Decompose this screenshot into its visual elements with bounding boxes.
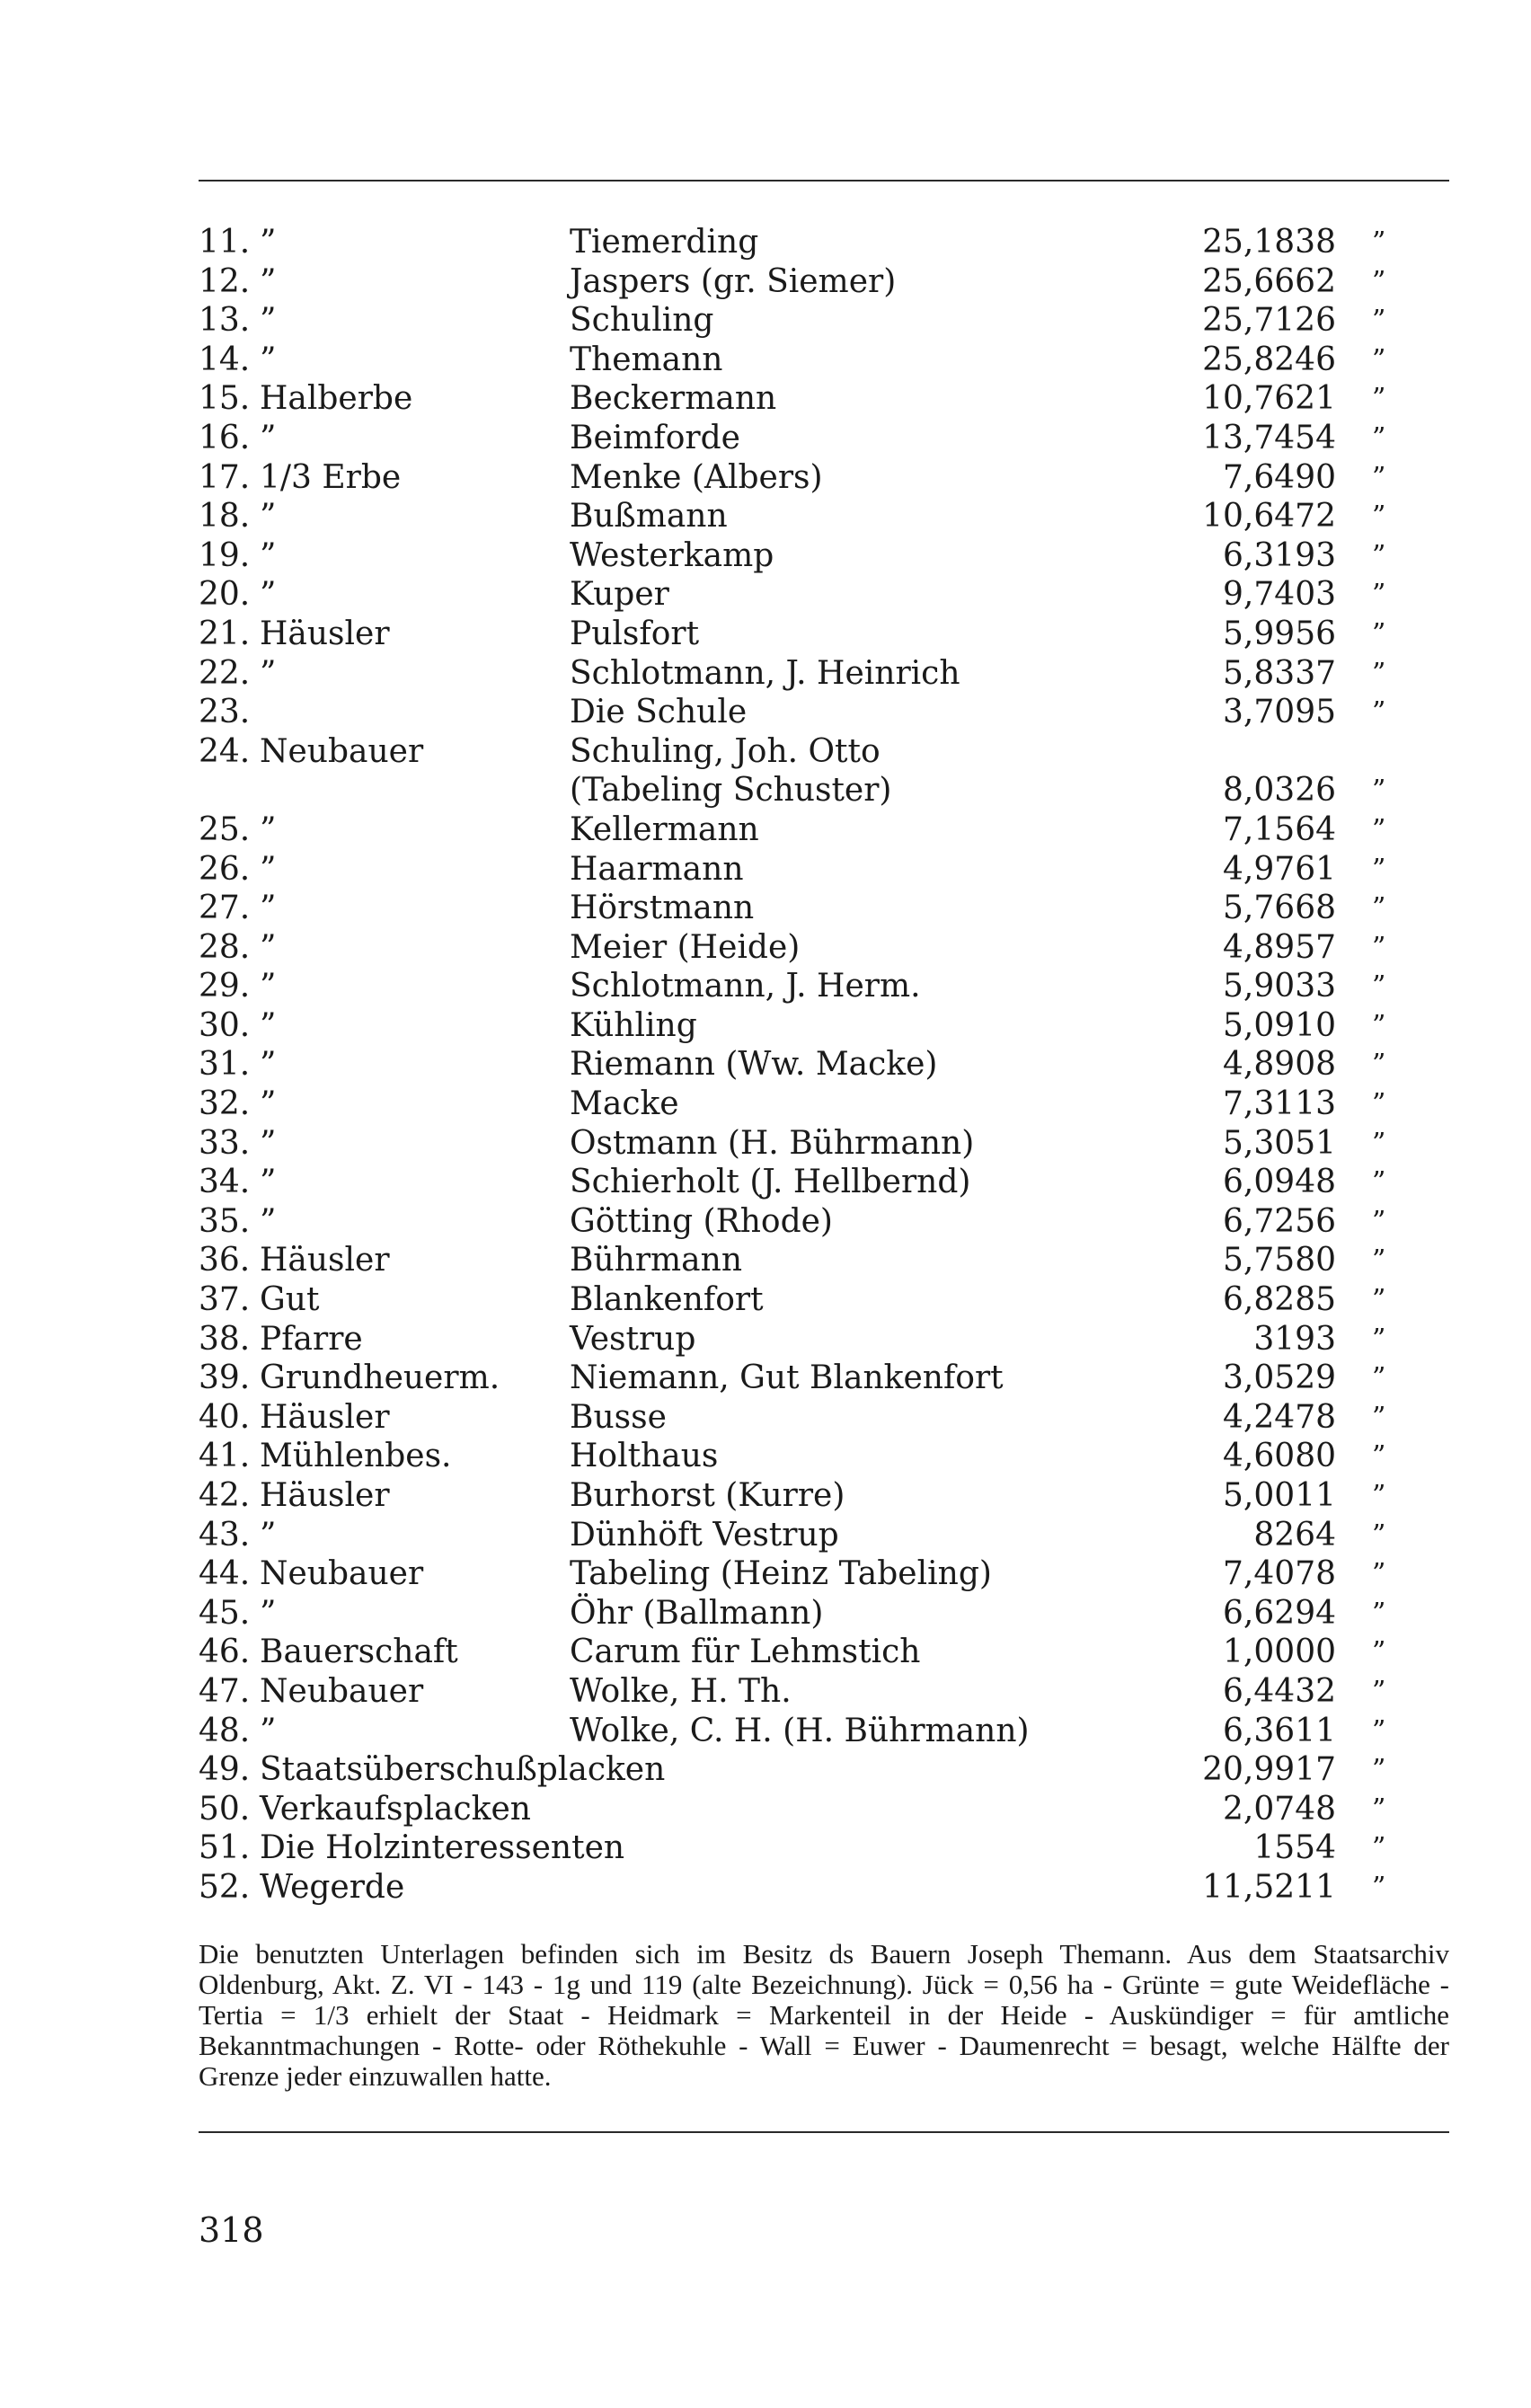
row-number: 23. <box>199 694 251 731</box>
row-number: 52. <box>199 1868 251 1906</box>
row-unit-mark: ” <box>1372 1871 1386 1903</box>
table-row <box>199 575 1449 615</box>
row-value: 1,0000 <box>1223 1633 1336 1671</box>
row-value: 25,6662 <box>1202 262 1336 300</box>
row-number: 14. <box>199 341 251 378</box>
row-category: Mühlenbes. <box>260 1438 452 1475</box>
row-category: ” <box>260 1046 277 1084</box>
row-name: Hörstmann <box>570 890 755 927</box>
row-unit-mark: ” <box>1372 383 1386 415</box>
row-value: 6,0948 <box>1223 1164 1336 1201</box>
row-number: 28. <box>199 928 251 966</box>
row-name: Wolke, H. Th. <box>570 1672 792 1710</box>
row-value: 7,6490 <box>1223 458 1336 496</box>
row-number: 35. <box>199 1202 251 1240</box>
row-number: 27. <box>199 890 251 927</box>
page-number: 318 <box>199 2210 264 2250</box>
row-name: Vestrup <box>570 1320 696 1358</box>
row-category: Wegerde <box>260 1868 405 1906</box>
row-name: Beimforde <box>570 419 740 456</box>
table-row <box>199 1594 1449 1633</box>
row-number: 21. <box>199 615 251 652</box>
row-category: ” <box>260 1594 277 1632</box>
row-unit-mark: ” <box>1372 1714 1386 1747</box>
table-row <box>199 928 1449 968</box>
row-number: 42. <box>199 1477 251 1514</box>
row-unit-mark: ” <box>1372 1636 1386 1669</box>
row-category: ” <box>260 1006 277 1044</box>
holdings-table <box>199 223 1449 1908</box>
table-row <box>199 850 1449 890</box>
row-name: Schlotmann, J. Herm. <box>570 968 921 1005</box>
row-number: 17. <box>199 458 251 496</box>
row-number: 36. <box>199 1242 251 1279</box>
row-value: 8,0326 <box>1223 772 1336 810</box>
row-name: Wolke, C. H. (H. Bührmann) <box>570 1712 1030 1749</box>
table-row <box>199 693 1449 732</box>
row-value: 25,1838 <box>1202 224 1336 261</box>
row-category: ” <box>260 262 277 300</box>
table-row <box>199 1633 1449 1672</box>
table-row <box>199 341 1449 380</box>
table-row <box>199 419 1449 458</box>
row-number: 45. <box>199 1594 251 1632</box>
row-unit-mark: ” <box>1372 1323 1386 1355</box>
row-category: ” <box>260 1124 277 1162</box>
row-category: ” <box>260 968 277 1005</box>
row-unit-mark: ” <box>1372 1793 1386 1825</box>
row-name: Kellermann <box>570 810 759 848</box>
row-unit-mark: ” <box>1372 931 1386 963</box>
row-value: 8264 <box>1253 1516 1336 1554</box>
row-value: 7,1564 <box>1223 810 1336 848</box>
row-value: 5,7580 <box>1223 1242 1336 1279</box>
row-category: ” <box>260 1164 277 1201</box>
row-unit-mark: ” <box>1372 1597 1386 1629</box>
row-unit-mark: ” <box>1372 1166 1386 1199</box>
table-row <box>199 889 1449 928</box>
row-category: Neubauer <box>260 1555 424 1593</box>
row-name: Bußmann <box>570 498 728 536</box>
row-value: 7,4078 <box>1223 1555 1336 1593</box>
row-category: ” <box>260 224 277 261</box>
row-name: Meier (Heide) <box>570 928 801 966</box>
row-unit-mark: ” <box>1372 1518 1386 1551</box>
row-category: Häusler <box>260 1242 390 1279</box>
row-unit-mark: ” <box>1372 1754 1386 1786</box>
table-row <box>199 458 1449 498</box>
row-unit-mark: ” <box>1372 1362 1386 1394</box>
table-row <box>199 1084 1449 1124</box>
table-row <box>199 1750 1449 1790</box>
row-unit-mark: ” <box>1372 1480 1386 1511</box>
row-number: 32. <box>199 1085 251 1123</box>
row-number: 41. <box>199 1438 251 1475</box>
table-row <box>199 1476 1449 1516</box>
row-number: 11. <box>199 224 251 261</box>
table-row <box>199 810 1449 850</box>
row-unit-mark: ” <box>1372 1127 1386 1159</box>
row-number: 16. <box>199 419 251 456</box>
row-name: Westerkamp <box>570 536 774 574</box>
row-value: 6,6294 <box>1223 1594 1336 1632</box>
row-name: Die Schule <box>570 694 748 731</box>
row-name: Jaspers (gr. Siemer) <box>570 262 897 300</box>
row-name: Burhorst (Kurre) <box>570 1477 845 1514</box>
table-row <box>199 1437 1449 1476</box>
top-rule <box>199 180 1449 181</box>
row-unit-mark: ” <box>1372 421 1386 454</box>
row-unit-mark: ” <box>1372 696 1386 729</box>
row-value: 5,8337 <box>1223 654 1336 692</box>
row-number: 51. <box>199 1829 251 1867</box>
table-row <box>199 1163 1449 1202</box>
row-value: 5,0910 <box>1223 1006 1336 1044</box>
table-row <box>199 1241 1449 1280</box>
row-name: Schuling <box>570 302 714 340</box>
row-unit-mark: ” <box>1372 1284 1386 1316</box>
table-row <box>199 732 1449 772</box>
row-category: ” <box>260 419 277 456</box>
row-number: 46. <box>199 1633 251 1671</box>
row-unit-mark: ” <box>1372 1558 1386 1590</box>
table-row <box>199 1320 1449 1359</box>
row-value: 6,8285 <box>1223 1281 1336 1319</box>
row-name: Niemann, Gut Blankenfort <box>570 1359 1004 1397</box>
table-row <box>199 771 1449 810</box>
row-category: ” <box>260 654 277 692</box>
row-unit-mark: ” <box>1372 1244 1386 1277</box>
row-category: Pfarre <box>260 1320 363 1358</box>
row-category: 1/3 Erbe <box>260 458 402 496</box>
row-category: ” <box>260 1202 277 1240</box>
row-name: Riemann (Ww. Macke) <box>570 1046 938 1084</box>
row-value: 3,7095 <box>1223 694 1336 731</box>
row-number: 43. <box>199 1516 251 1554</box>
row-number: 18. <box>199 498 251 536</box>
table-row <box>199 1790 1449 1829</box>
row-number: 22. <box>199 654 251 692</box>
row-category: Die Holzinteressenten <box>260 1829 625 1867</box>
row-number: 30. <box>199 1006 251 1044</box>
row-number: 20. <box>199 576 251 614</box>
row-value: 4,8957 <box>1223 928 1336 966</box>
row-number: 26. <box>199 850 251 888</box>
row-value: 2,0748 <box>1223 1790 1336 1828</box>
row-number: 31. <box>199 1046 251 1084</box>
table-row <box>199 1202 1449 1242</box>
row-name: Götting (Rhode) <box>570 1202 833 1240</box>
row-category: ” <box>260 1085 277 1123</box>
table-row <box>199 1712 1449 1751</box>
row-category: Häusler <box>260 615 390 652</box>
row-name: Dünhöft Vestrup <box>570 1516 839 1554</box>
row-name: Schlotmann, J. Heinrich <box>570 654 960 692</box>
row-category: Neubauer <box>260 732 424 770</box>
row-unit-mark: ” <box>1372 226 1386 258</box>
row-name: Öhr (Ballmann) <box>570 1594 824 1632</box>
row-value: 4,9761 <box>1223 850 1336 888</box>
row-unit-mark: ” <box>1372 461 1386 493</box>
table-row <box>199 1045 1449 1084</box>
row-name: Themann <box>570 341 723 378</box>
row-value: 11,5211 <box>1202 1868 1336 1906</box>
row-unit-mark: ” <box>1372 657 1386 689</box>
row-number: 15. <box>199 380 251 418</box>
row-number: 47. <box>199 1672 251 1710</box>
row-name: Haarmann <box>570 850 744 888</box>
table-row <box>199 262 1449 302</box>
row-name: Kühling <box>570 1006 697 1044</box>
row-category: Gut <box>260 1281 320 1319</box>
row-number: 40. <box>199 1398 251 1436</box>
row-unit-mark: ” <box>1372 539 1386 571</box>
row-value: 5,9033 <box>1223 968 1336 1005</box>
row-name: Blankenfort <box>570 1281 764 1319</box>
table-row <box>199 1006 1449 1046</box>
row-category: Halberbe <box>260 380 413 418</box>
row-unit-mark: ” <box>1372 1675 1386 1707</box>
row-number: 34. <box>199 1164 251 1201</box>
row-number: 19. <box>199 536 251 574</box>
row-unit-mark: ” <box>1372 1205 1386 1237</box>
row-unit-mark: ” <box>1372 1009 1386 1041</box>
row-name: Bührmann <box>570 1242 743 1279</box>
row-unit-mark: ” <box>1372 1088 1386 1120</box>
table-row <box>199 654 1449 694</box>
table-row <box>199 1828 1449 1868</box>
row-number: 39. <box>199 1359 251 1397</box>
row-name: (Tabeling Schuster) <box>570 772 892 810</box>
row-value: 5,9956 <box>1223 615 1336 652</box>
table-row <box>199 615 1449 654</box>
row-number: 29. <box>199 968 251 1005</box>
row-number: 33. <box>199 1124 251 1162</box>
row-value: 20,9917 <box>1202 1751 1336 1789</box>
row-value: 6,3611 <box>1223 1712 1336 1749</box>
row-value: 1554 <box>1253 1829 1336 1867</box>
row-category: ” <box>260 576 277 614</box>
row-value: 3,0529 <box>1223 1359 1336 1397</box>
row-value: 6,4432 <box>1223 1672 1336 1710</box>
row-value: 5,0011 <box>1223 1477 1336 1514</box>
row-value: 5,3051 <box>1223 1124 1336 1162</box>
row-value: 4,2478 <box>1223 1398 1336 1436</box>
footnote: Die benutzten Unterlagen befinden sich im Besitz ds Bauern Joseph Themann. Aus dem Staatsarchiv Oldenburg, Akt. Z. VI - 143 - 1g und 119 (alte Bezeichnung). Jück = 0,56 ha - Grünte = gute Weidefläche - Tertia = 1/3 erhielt der Staat - Heidmark = Markenteil in der Heide - Auskündiger = für amtliche Bekanntmachungen - Rotte- oder Röthekuhle - Wall = Euwer - Daumenrecht = besagt, welche Hälfte der Grenze jeder einzuwallen hatte. <box>199 1938 1449 2092</box>
row-name: Ostmann (H. Bührmann) <box>570 1124 975 1162</box>
row-name: Beckermann <box>570 380 777 418</box>
row-value: 7,3113 <box>1223 1085 1336 1123</box>
table-row <box>199 1672 1449 1712</box>
table-row <box>199 1124 1449 1164</box>
row-value: 10,6472 <box>1202 498 1336 536</box>
table-row <box>199 1398 1449 1438</box>
row-value: 9,7403 <box>1223 576 1336 614</box>
row-unit-mark: ” <box>1372 1832 1386 1864</box>
row-name: Schierholt (J. Hellbernd) <box>570 1164 971 1201</box>
row-name: Menke (Albers) <box>570 458 823 496</box>
row-category: ” <box>260 928 277 966</box>
row-number: 50. <box>199 1790 251 1828</box>
row-number: 24. <box>199 732 251 770</box>
row-category: Staatsüberschußplacken <box>260 1751 666 1789</box>
row-value: 6,3193 <box>1223 536 1336 574</box>
row-category: ” <box>260 810 277 848</box>
row-value: 25,7126 <box>1202 302 1336 340</box>
row-name: Kuper <box>570 576 669 614</box>
row-category: Häusler <box>260 1398 390 1436</box>
table-row <box>199 379 1449 419</box>
row-value: 10,7621 <box>1202 380 1336 418</box>
row-category: ” <box>260 341 277 378</box>
row-number: 13. <box>199 302 251 340</box>
row-unit-mark: ” <box>1372 500 1386 533</box>
row-number: 49. <box>199 1751 251 1789</box>
row-value: 3193 <box>1253 1320 1336 1358</box>
table-row <box>199 301 1449 341</box>
row-unit-mark: ” <box>1372 617 1386 650</box>
row-category: ” <box>260 1516 277 1554</box>
row-value: 5,7668 <box>1223 890 1336 927</box>
row-value: 4,6080 <box>1223 1438 1336 1475</box>
row-unit-mark: ” <box>1372 970 1386 1003</box>
row-name: Holthaus <box>570 1438 719 1475</box>
row-unit-mark: ” <box>1372 853 1386 885</box>
row-value: 13,7454 <box>1202 419 1336 456</box>
row-number: 12. <box>199 262 251 300</box>
row-name: Tiemerding <box>570 224 759 261</box>
row-name: Busse <box>570 1398 667 1436</box>
row-unit-mark: ” <box>1372 343 1386 376</box>
row-category: ” <box>260 1712 277 1749</box>
table-row <box>199 1868 1449 1908</box>
table-row <box>199 1359 1449 1398</box>
row-name: Schuling, Joh. Otto <box>570 732 881 770</box>
row-category: ” <box>260 890 277 927</box>
row-unit-mark: ” <box>1372 579 1386 611</box>
row-name: Pulsfort <box>570 615 700 652</box>
row-number: 44. <box>199 1555 251 1593</box>
row-value: 4,8908 <box>1223 1046 1336 1084</box>
row-category: ” <box>260 302 277 340</box>
row-unit-mark: ” <box>1372 265 1386 297</box>
table-row <box>199 536 1449 576</box>
row-value: 25,8246 <box>1202 341 1336 378</box>
row-category: Verkaufsplacken <box>260 1790 531 1828</box>
row-unit-mark: ” <box>1372 892 1386 925</box>
row-category: Bauerschaft <box>260 1633 458 1671</box>
row-unit-mark: ” <box>1372 305 1386 337</box>
row-unit-mark: ” <box>1372 775 1386 807</box>
row-unit-mark: ” <box>1372 1401 1386 1433</box>
row-number: 38. <box>199 1320 251 1358</box>
row-category: Häusler <box>260 1477 390 1514</box>
row-unit-mark: ” <box>1372 813 1386 845</box>
table-row <box>199 967 1449 1006</box>
row-unit-mark: ” <box>1372 1440 1386 1473</box>
row-number: 48. <box>199 1712 251 1749</box>
row-value: 6,7256 <box>1223 1202 1336 1240</box>
row-number: 37. <box>199 1281 251 1319</box>
table-row <box>199 223 1449 262</box>
row-name: Tabeling (Heinz Tabeling) <box>570 1555 992 1593</box>
table-row <box>199 497 1449 536</box>
row-unit-mark: ” <box>1372 1049 1386 1081</box>
row-number: 25. <box>199 810 251 848</box>
row-name: Macke <box>570 1085 679 1123</box>
bottom-rule <box>199 2131 1449 2133</box>
row-name: Carum für Lehmstich <box>570 1633 921 1671</box>
row-category: Neubauer <box>260 1672 424 1710</box>
row-category: ” <box>260 498 277 536</box>
table-row <box>199 1516 1449 1555</box>
row-category: ” <box>260 536 277 574</box>
row-category: Grundheuerm. <box>260 1359 500 1397</box>
row-category: ” <box>260 850 277 888</box>
table-row <box>199 1554 1449 1594</box>
table-row <box>199 1280 1449 1320</box>
